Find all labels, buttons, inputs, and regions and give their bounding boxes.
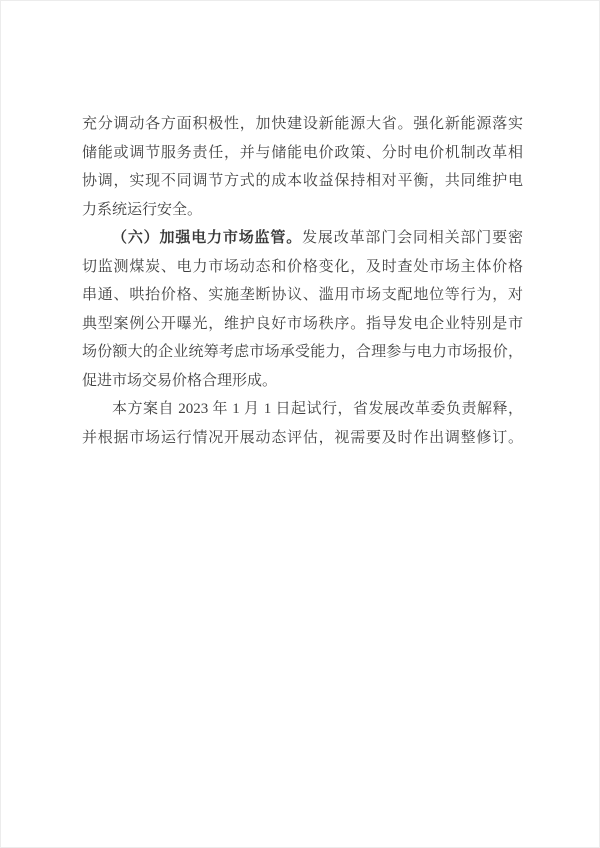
text-line	[82, 224, 523, 253]
text-line	[82, 253, 523, 282]
paragraph	[82, 224, 523, 395]
text-segment: 本方案自 2023 年 1 月 1 日起试行，省发展改革委负责解释，	[112, 401, 523, 417]
document-body	[82, 110, 523, 452]
text-segment: 协调，实现不同调节方式的成本收益保持相对平衡，共同维护电	[82, 173, 523, 189]
text-segment: 典型案例公开曝光，维护良好市场秩序。指导发电企业特别是市	[82, 315, 523, 332]
text-segment: 促进市场交易价格合理形成。	[82, 372, 278, 389]
text-segment: 并根据市场运行情况开展动态评估，视需要及时作出调整修订。	[82, 429, 523, 446]
text-segment: 力系统运行安全。	[82, 201, 203, 218]
text-line	[82, 110, 523, 139]
text-segment: 充分调动各方面积极性，加快建设新能源大省。强化新能源落实	[82, 116, 523, 132]
text-segment: 串通、哄抬价格、实施垄断协议、滥用市场支配地位等行为，对	[82, 287, 523, 303]
paragraph	[82, 395, 523, 452]
text-segment: 储能或调节服务责任，并与储能电价政策、分时电价机制改革相	[82, 144, 523, 161]
text-segment: 发展改革部门会同相关部门要密	[302, 230, 523, 246]
text-line	[82, 424, 523, 453]
text-line	[82, 167, 523, 196]
text-line	[82, 139, 523, 168]
text-line	[82, 281, 523, 310]
text-line	[82, 367, 523, 396]
text-segment: 场份额大的企业统筹考虑市场承受能力，合理参与电力市场报价，	[82, 344, 523, 360]
text-line	[82, 196, 523, 225]
text-line	[82, 310, 523, 339]
bold-text-segment: （六）加强电力市场监管。	[112, 230, 303, 246]
paragraph	[82, 110, 523, 224]
text-line	[82, 338, 523, 367]
text-line	[82, 395, 523, 424]
text-segment: 切监测煤炭、电力市场动态和价格变化，及时查处市场主体价格	[82, 258, 523, 275]
